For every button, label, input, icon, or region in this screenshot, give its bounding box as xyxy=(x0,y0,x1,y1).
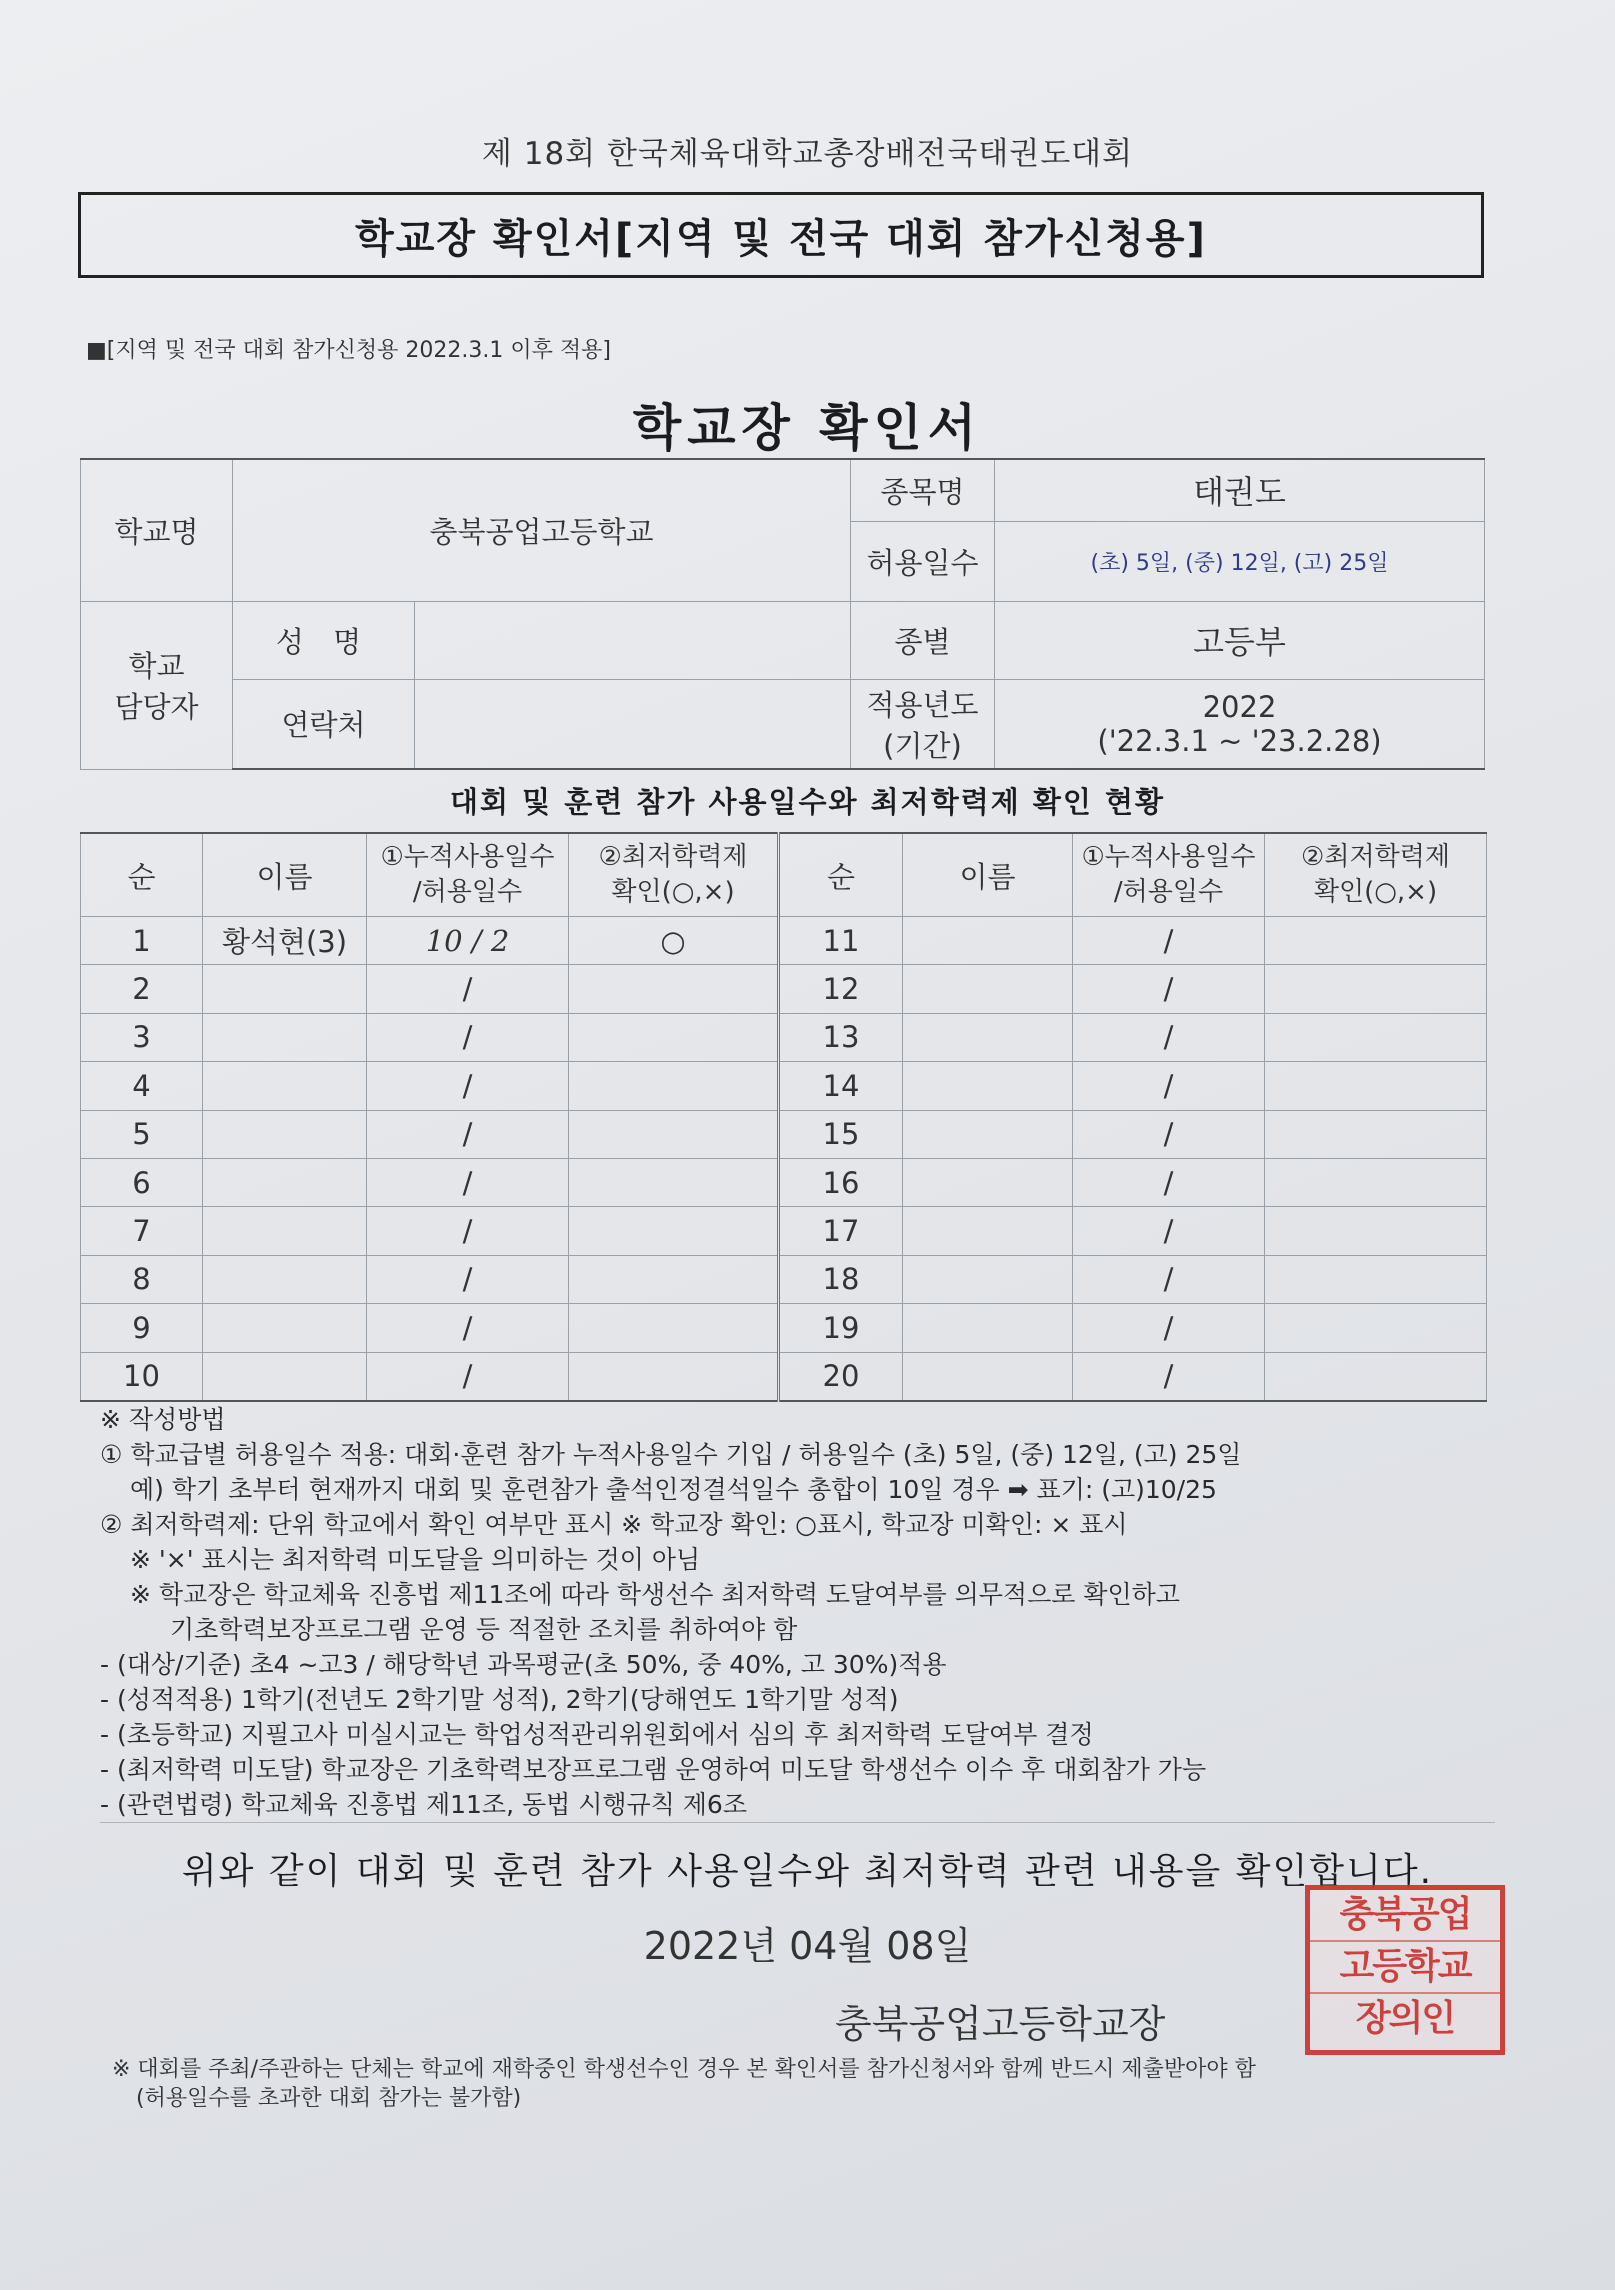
row-check xyxy=(569,1207,779,1255)
row-days-right: / xyxy=(1073,1013,1265,1061)
issue-date: 2022년 04월 08일 xyxy=(643,1924,972,1968)
school-info-table xyxy=(80,458,1485,770)
row-days-right: / xyxy=(1073,1255,1265,1303)
row-no-right: 12 xyxy=(779,965,903,1013)
col-header-days-line1: ①누적사용일수 xyxy=(380,841,555,872)
contact-person-label xyxy=(81,601,233,769)
row-no: 10 xyxy=(81,1352,203,1401)
row-name-right xyxy=(903,1013,1073,1061)
row-no: 7 xyxy=(81,1207,203,1255)
school-name-value: 충북공업고등학교 xyxy=(233,459,851,601)
category-value: 고등부 xyxy=(995,601,1485,679)
row-no-right: 11 xyxy=(779,917,903,965)
year-label-line1: 적용년도 xyxy=(866,687,979,722)
row-check-right xyxy=(1265,1013,1487,1061)
table-row xyxy=(81,1013,1487,1061)
row-name-right xyxy=(903,1110,1073,1158)
row-name-right xyxy=(903,965,1073,1013)
row-days-right: / xyxy=(1073,965,1265,1013)
col-header-name-right: 이름 xyxy=(903,833,1073,917)
method-line-4: ※ '×' 표시는 최저학력 미도달을 의미하는 것이 아님 xyxy=(130,1545,701,1574)
row-days: / xyxy=(367,1110,569,1158)
col-header-days-right xyxy=(1073,833,1265,917)
row-check xyxy=(569,1158,779,1206)
category-label: 종별 xyxy=(851,601,995,679)
method-line-10: - (최저학력 미도달) 학교장은 기초학력보장프로그램 운영하여 미도달 학생선수 이수 후 대회참가 가능 xyxy=(100,1755,1207,1784)
row-no-right: 14 xyxy=(779,1062,903,1110)
row-days-right: / xyxy=(1073,1110,1265,1158)
row-name xyxy=(203,1110,367,1158)
method-line-5: ※ 학교장은 학교체육 진흥법 제11조에 따라 학생선수 최저학력 도달여부를 의무적으로 확인하고 xyxy=(130,1580,1180,1609)
row-check xyxy=(569,1013,779,1061)
row-no: 4 xyxy=(81,1062,203,1110)
row-days: / xyxy=(367,1207,569,1255)
principal-signature-line: 충북공업고등학교장 xyxy=(835,2002,1166,2046)
row-days: 10 / 2 xyxy=(367,917,569,965)
divider xyxy=(100,1822,1495,1823)
row-no: 8 xyxy=(81,1255,203,1303)
row-no: 5 xyxy=(81,1110,203,1158)
row-check-right xyxy=(1265,1207,1487,1255)
confirmation-statement: 위와 같이 대회 및 훈련 참가 사용일수와 최저학력 관련 내용을 확인합니다. xyxy=(181,1851,1434,1892)
row-name-right xyxy=(903,1304,1073,1352)
col-header-days-line2: /허용일수 xyxy=(412,877,523,907)
contact-label-line2: 담당자 xyxy=(114,690,199,724)
row-name-right xyxy=(903,1207,1073,1255)
table-row xyxy=(81,1352,1487,1401)
row-no-right: 13 xyxy=(779,1013,903,1061)
row-days-right: / xyxy=(1073,1207,1265,1255)
row-name xyxy=(203,1158,367,1206)
table-row xyxy=(81,1062,1487,1110)
method-line-3: ② 최저학력제: 단위 학교에서 확인 여부만 표시 ※ 학교장 확인: ○표시, 학교장 미확인: × 표시 xyxy=(100,1510,1128,1539)
row-check-right xyxy=(1265,917,1487,965)
row-name-right xyxy=(903,1352,1073,1401)
row-days: / xyxy=(367,1352,569,1401)
col-header-name: 이름 xyxy=(203,833,367,917)
method-heading: ※ 작성방법 xyxy=(100,1405,226,1434)
applicability-note: ■[지역 및 전국 대회 참가신청용 2022.3.1 이후 적용] xyxy=(86,338,611,363)
method-line-2 xyxy=(100,1472,1500,1507)
school-name-label: 학교명 xyxy=(81,459,233,601)
name-value xyxy=(415,601,851,679)
row-days-right: / xyxy=(1073,1304,1265,1352)
event-title: 제 18회 한국체육대학교총장배전국태권도대회 xyxy=(481,136,1134,172)
row-check-right xyxy=(1265,965,1487,1013)
row-name-right xyxy=(903,917,1073,965)
allowed-days-value: (초) 5일, (중) 12일, (고) 25일 xyxy=(995,521,1485,601)
row-name-right xyxy=(903,1062,1073,1110)
row-no: 9 xyxy=(81,1304,203,1352)
row-name xyxy=(203,1207,367,1255)
row-no-right: 17 xyxy=(779,1207,903,1255)
row-days: / xyxy=(367,1304,569,1352)
row-name xyxy=(203,1062,367,1110)
table-row xyxy=(81,917,1487,965)
method-line-6: 기초학력보장프로그램 운영 등 적절한 조치를 취하여야 함 xyxy=(170,1615,798,1644)
method-line-1: ① 학교급별 허용일수 적용: 대회·훈련 참가 누적사용일수 기입 / 허용일수 (초) 5일, (중) 12일, (고) 25일 xyxy=(100,1440,1242,1469)
footnote-line-1: ※ 대회를 주최/주관하는 단체는 학교에 재학중인 학생선수인 경우 본 확인서를 참가신청서와 함께 반드시 제출받아야 함 xyxy=(112,2057,1256,2082)
status-section-title: 대회 및 훈련 참가 사용일수와 최저학력제 확인 현황 xyxy=(450,785,1165,819)
seal-line-1: 충북공업 xyxy=(1310,1890,1500,1942)
row-check-right xyxy=(1265,1062,1487,1110)
year-value xyxy=(995,679,1485,769)
method-line-7: - (대상/기준) 초4 ~고3 / 해당학년 과목평균(초 50%, 중 40%, 고 30%)적용 xyxy=(100,1650,947,1679)
table-row xyxy=(81,1158,1487,1206)
row-name xyxy=(203,965,367,1013)
row-check: ○ xyxy=(569,917,779,965)
seal-line-2: 고등학교 xyxy=(1310,1942,1500,1994)
allowed-days-label: 허용일수 xyxy=(851,521,995,601)
row-check xyxy=(569,1062,779,1110)
row-check xyxy=(569,965,779,1013)
table-row xyxy=(81,1110,1487,1158)
col-header-check-right xyxy=(1265,833,1487,917)
year-label xyxy=(851,679,995,769)
row-check-right xyxy=(1265,1158,1487,1206)
table-row xyxy=(81,965,1487,1013)
row-check-right xyxy=(1265,1255,1487,1303)
col-header-check-line1: ②최저학력제 xyxy=(598,841,748,872)
row-days: / xyxy=(367,1158,569,1206)
row-no: 1 xyxy=(81,917,203,965)
event-value: 태권도 xyxy=(995,459,1485,521)
contact-label-line1: 학교 xyxy=(128,649,185,683)
row-check xyxy=(569,1304,779,1352)
table-row xyxy=(81,1304,1487,1352)
right-arrow-icon: ➡ xyxy=(1007,1475,1029,1504)
row-check-right xyxy=(1265,1304,1487,1352)
row-days-right: / xyxy=(1073,1352,1265,1401)
row-name xyxy=(203,1255,367,1303)
row-days-right: / xyxy=(1073,1158,1265,1206)
row-no: 3 xyxy=(81,1013,203,1061)
row-no-right: 19 xyxy=(779,1304,903,1352)
row-days: / xyxy=(367,1062,569,1110)
col-header-no-right: 순 xyxy=(779,833,903,917)
row-days-right: / xyxy=(1073,1062,1265,1110)
row-name xyxy=(203,1013,367,1061)
row-name xyxy=(203,1304,367,1352)
row-check-right xyxy=(1265,1352,1487,1401)
method-line-9: - (초등학교) 지필고사 미실시교는 학업성적관리위원회에서 심의 후 최저학력 도달여부 결정 xyxy=(100,1720,1094,1749)
method-line-8: - (성적적용) 1학기(전년도 2학기말 성적), 2학기(당해연도 1학기말 성적) xyxy=(100,1685,899,1714)
row-no-right: 16 xyxy=(779,1158,903,1206)
col-header-check-right-line2: 확인(○,×) xyxy=(1313,877,1438,907)
col-header-check-right-line1: ②최저학력제 xyxy=(1301,841,1450,872)
year-value-line1: 2022 xyxy=(1202,689,1277,724)
row-name-right xyxy=(903,1158,1073,1206)
row-no-right: 20 xyxy=(779,1352,903,1401)
row-days: / xyxy=(367,965,569,1013)
row-name-right xyxy=(903,1255,1073,1303)
year-label-line2: (기간) xyxy=(883,728,962,763)
col-header-days xyxy=(367,833,569,917)
row-no: 6 xyxy=(81,1158,203,1206)
col-header-no: 순 xyxy=(81,833,203,917)
row-name xyxy=(203,1352,367,1401)
method-line-2a: 예) 학기 초부터 현재까지 대회 및 훈련참가 출석인정결석일수 총합이 10일 경우 xyxy=(130,1475,1000,1504)
col-header-days-right-line1: ①누적사용일수 xyxy=(1081,841,1256,872)
row-check-right xyxy=(1265,1110,1487,1158)
document-box-title: 학교장 확인서[지역 및 전국 대회 참가신청용] xyxy=(78,192,1484,278)
event-label: 종목명 xyxy=(851,459,995,521)
main-title: 학교장 확인서 xyxy=(632,399,983,457)
row-no-right: 18 xyxy=(779,1255,903,1303)
footnote xyxy=(112,2055,1492,2113)
col-header-check-line2: 확인(○,×) xyxy=(611,877,735,907)
row-days-right: / xyxy=(1073,917,1265,965)
method-line-2b: 표기: (고)10/25 xyxy=(1036,1475,1217,1504)
phone-label: 연락처 xyxy=(233,679,415,769)
year-value-line2: ('22.3.1 ~ '23.2.28) xyxy=(1097,723,1382,758)
table-row xyxy=(81,1255,1487,1303)
writing-method-section xyxy=(100,1402,1500,1822)
row-check xyxy=(569,1255,779,1303)
row-days: / xyxy=(367,1013,569,1061)
col-header-check xyxy=(569,833,779,917)
participation-status-table xyxy=(80,832,1487,1402)
row-no: 2 xyxy=(81,965,203,1013)
col-header-days-right-line2: /허용일수 xyxy=(1113,877,1224,907)
footnote-line-2: (허용일수를 초과한 대회 참가는 불가함) xyxy=(136,2086,522,2111)
method-line-11: - (관련법령) 학교체육 진흥법 제11조, 동법 시행규칙 제6조 xyxy=(100,1790,747,1819)
name-label: 성 명 xyxy=(233,601,415,679)
row-no-right: 15 xyxy=(779,1110,903,1158)
phone-value xyxy=(415,679,851,769)
seal-line-3: 장의인 xyxy=(1355,1998,1455,2039)
official-seal-stamp xyxy=(1305,1885,1505,2055)
table-row xyxy=(81,1207,1487,1255)
row-name: 황석현(3) xyxy=(203,917,367,965)
row-days: / xyxy=(367,1255,569,1303)
row-check xyxy=(569,1110,779,1158)
row-check xyxy=(569,1352,779,1401)
